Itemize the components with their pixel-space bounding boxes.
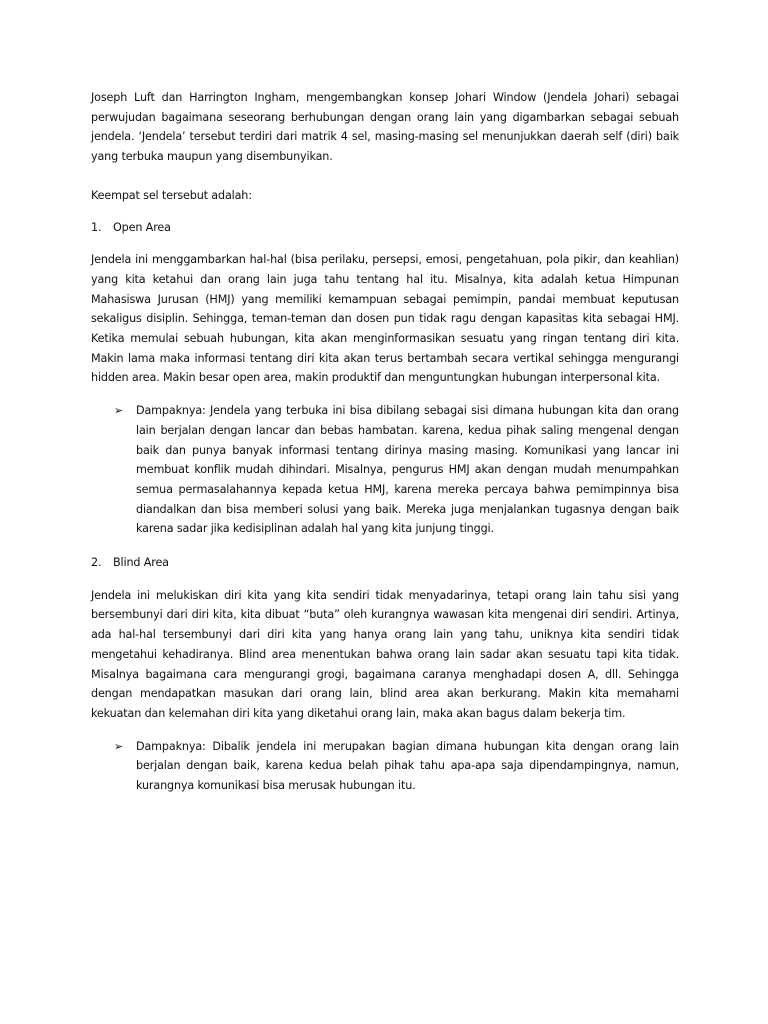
arrow-bullet-icon: ➢ [114,739,124,753]
section-body-open-area: Jendela ini menggambarkan hal-hal (bisa perilaku, persepsi, emosi, pengetahuan, pola pikir, dan keahlian) yang kita ketahui dan orang lain juga tahu tentang hal itu. Misalnya, kita adalah ketua Himpunan Mahasiswa Jurusan (HMJ) yang memiliki kemampuan sebagai pemimpin, pandai membuat keputusan sekaligus disiplin. Sehingga, teman-teman dan dosen pun tidak ragu dengan kapasitas kita sebagai HMJ. Ketika memulai sebuah hubungan, kita akan menginformasikan sesuatu yang ringan tentang diri kita. Makin lama maka informasi tentang diri kita akan terus bertambah secara vertikal sehingga mengurangi hidden area. Makin besar open area, makin produktif dan menguntungkan hubungan interpersonal kita. [91,253,679,385]
bullet-text: Dampaknya: Dibalik jendela ini merupakan bagian dimana hubungan kita dengan orang lain berjalan dengan baik, karena kedua belah pihak tahu apa-apa saja dipendampingnya, namun, kurangnya komunikasi bisa merusak hubungan itu. [136,739,679,793]
document-body [91,88,679,810]
cells-intro-text: Keempat sel tersebut adalah: [91,188,252,202]
bullet-item-open-area [91,401,679,539]
arrow-bullet-icon: ➢ [114,404,124,418]
section-number: 1. [91,220,102,234]
section-title: Open Area [113,220,171,234]
bullet-text: Dampaknya: Jendela yang terbuka ini bisa dibilang sebagai sisi dimana hubungan kita dan orang lain berjalan dengan lancar dan bebas hambatan. karena, kedua pihak saling mengenal dengan baik dan punya banyak informasi tentang dirinya masing masing. Komunikasi yang lancar ini membuat konflik mudah dihindari. Misalnya, pengurus HMJ akan dengan mudah menumpahkan semua permasalahannya kepada ketua HMJ, karena mereka percaya bahwa pemimpinnya bisa diandalkan dan bisa memberi solusi yang baik. Mereka juga menjalankan tugasnya dengan baik karena sadar jika kedisiplinan adalah hal yang kita junjung tinggi. [136,404,679,536]
section-heading-open-area [91,218,679,238]
intro-paragraph: Joseph Luft dan Harrington Ingham, mengembangkan konsep Johari Window (Jendela Johari) sebagai perwujudan bagaimana seseorang berhubungan dengan orang lain yang digambarkan sebagai sebuah jendela. ‘Jendela’ tersebut terdiri dari matrik 4 sel, masing-masing sel menunjukkan daerah self (diri) baik yang terbuka maupun yang disembunyikan. [91,91,679,164]
section-number: 2. [91,556,102,570]
section-body-blind-area: Jendela ini melukiskan diri kita yang kita sendiri tidak menyadarinya, tetapi orang lain tahu sisi yang bersembunyi dari diri kita, kita dibuat “buta” oleh kurangnya wawasan kita mengenai diri sendiri. Artinya, ada hal-hal tersembunyi dari diri kita yang hanya orang lain yang tahu, uniknya kita sendiri tidak mengetahui kehadiranya. Blind area menentukan bahwa orang lain sadar akan sesuatu tapi kita tidak. Misalnya bagaimana cara mengurangi grogi, bagaimana caranya menghadapi dosen A, dll. Sehingga dengan mendapatkan masukan dari orang lain, blind area akan berkurang. Makin kita memahami kekuatan dan kelemahan diri kita yang diketahui orang lain, maka akan bagus dalam bekerja tim. [91,588,679,720]
section-heading-blind-area [91,553,679,573]
section-title: Blind Area [113,556,169,570]
bullet-item-blind-area [91,737,679,796]
